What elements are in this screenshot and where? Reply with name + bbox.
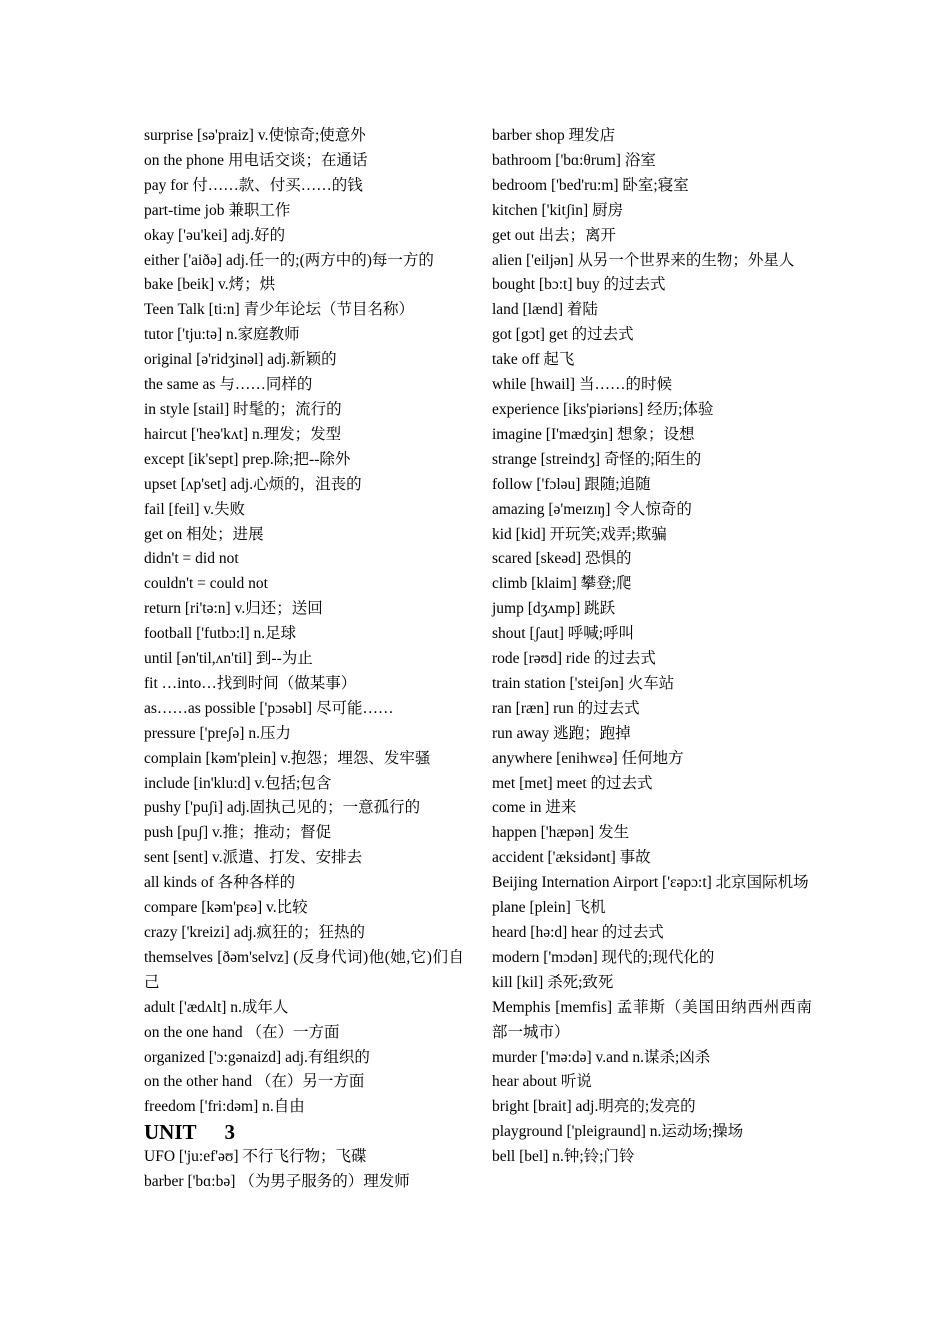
vocab-entry: push [puʃ] v.推；推动；督促 bbox=[144, 824, 332, 842]
vocab-entry: bathroom ['bɑ:θrum] 浴室 bbox=[492, 151, 656, 169]
vocab-entry: jump [dʒʌmp] 跳跃 bbox=[492, 600, 616, 618]
vocab-entry: pressure ['preʃə] n.压力 bbox=[144, 724, 291, 742]
vocab-entry: on the one hand （在）一方面 bbox=[144, 1023, 340, 1041]
left-column bbox=[144, 124, 464, 1195]
vocab-entry: follow ['fɔləu] 跟随;追随 bbox=[492, 475, 651, 493]
vocab-entry: fail [feil] v.失败 bbox=[144, 500, 245, 518]
vocab-entry: barber shop 理发店 bbox=[492, 127, 616, 144]
vocab-entry: surprise [sə'praiz] v.使惊奇;使意外 bbox=[144, 127, 366, 144]
vocab-entry: murder ['mə:də] v.and n.谋杀;凶杀 bbox=[492, 1048, 711, 1066]
vocab-entry: football ['futbɔ:l] n.足球 bbox=[144, 625, 297, 643]
vocab-entry: kill [kil] 杀死;致死 bbox=[492, 973, 614, 991]
vocab-entry: include [in'klu:d] v.包括;包含 bbox=[144, 774, 332, 792]
vocab-entry: playground ['pleigraund] n.运动场;操场 bbox=[492, 1123, 744, 1141]
vocab-entry: run away 逃跑；跑掉 bbox=[492, 724, 631, 742]
vocab-entry: freedom ['fri:dəm] n.自由 bbox=[144, 1098, 305, 1116]
vocab-entry: Beijing Internation Airport ['ɛəpɔ:t] 北京国际机场 bbox=[492, 874, 809, 892]
unit-word: UNIT bbox=[144, 1120, 197, 1145]
vocab-entry: bright [brait] adj.明亮的;发亮的 bbox=[492, 1098, 696, 1116]
vocab-entry: shout [ʃaut] 呼喊;呼叫 bbox=[492, 625, 635, 643]
vocab-entry: bedroom ['bed'ru:m] 卧室;寝室 bbox=[492, 176, 689, 194]
vocab-entry: except [ik'sept] prep.除;把--除外 bbox=[144, 450, 351, 468]
vocab-entry: the same as 与……同样的 bbox=[144, 376, 313, 394]
vocab-entry: until [ən'til,ʌn'til] 到--为止 bbox=[144, 650, 313, 668]
vocab-entry: part-time job 兼职工作 bbox=[144, 201, 291, 219]
vocab-entry: okay ['əu'kei] adj.好的 bbox=[144, 226, 286, 244]
vocab-entry: tutor ['tju:tə] n.家庭教师 bbox=[144, 326, 300, 344]
vocab-entry: complain [kəm'plein] v.抱怨；埋怨、发牢骚 bbox=[144, 749, 431, 767]
vocab-entry: sent [sent] v.派遣、打发、安排去 bbox=[144, 849, 363, 867]
vocab-entry: climb [klaim] 攀登;爬 bbox=[492, 575, 632, 593]
vocab-entry: on the other hand （在）另一方面 bbox=[144, 1073, 365, 1091]
vocab-entry: barber ['bɑ:bə] （为男子服务的）理发师 bbox=[144, 1173, 410, 1191]
vocab-entry: amazing [ə'meɪzɪŋ] 令人惊奇的 bbox=[492, 500, 692, 518]
vocab-entry: UFO ['ju:ef'əʊ] 不行飞行物；飞碟 bbox=[144, 1148, 367, 1166]
vocab-entry: heard [hə:d] hear 的过去式 bbox=[492, 924, 664, 941]
vocab-entry: ran [ræn] run 的过去式 bbox=[492, 699, 640, 717]
vocab-entry: plane [plein] 飞机 bbox=[492, 899, 606, 917]
vocab-entry: anywhere [enihwɛə] 任何地方 bbox=[492, 749, 684, 767]
vocab-entry: pay for 付……款、付买……的钱 bbox=[144, 176, 363, 194]
vocab-entry: all kinds of 各种各样的 bbox=[144, 874, 296, 892]
vocab-entry: take off 起飞 bbox=[492, 351, 575, 369]
vocab-entry: haircut ['heə'kʌt] n.理发；发型 bbox=[144, 425, 342, 443]
right-column bbox=[492, 124, 812, 1170]
vocab-entry: come in 进来 bbox=[492, 799, 577, 817]
vocab-entry: crazy ['kreizi] adj.疯狂的；狂热的 bbox=[144, 924, 366, 941]
vocab-entry: in style [stail] 时髦的；流行的 bbox=[144, 400, 342, 418]
vocab-entry: adult ['ædʌlt] n.成年人 bbox=[144, 998, 289, 1016]
vocab-entry: return [ri'tə:n] v.归还；送回 bbox=[144, 600, 323, 618]
vocab-entry: bought [bɔ:t] buy 的过去式 bbox=[492, 276, 666, 294]
vocab-entry: experience [iks'piəriəns] 经历;体验 bbox=[492, 400, 714, 418]
vocab-entry: bell [bel] n.钟;铃;门铃 bbox=[492, 1148, 635, 1166]
vocab-entry: pushy ['puʃi] adj.固执己见的；一意孤行的 bbox=[144, 799, 421, 817]
vocab-entry: bake [beik] v.烤；烘 bbox=[144, 276, 276, 294]
vocab-entry: either ['aiðə] adj.任一的;(两方中的)每一方的 bbox=[144, 251, 434, 269]
vocab-entry: alien ['eiljən] 从另一个世界来的生物；外星人 bbox=[492, 251, 795, 269]
vocab-entry: Teen Talk [ti:n] 青少年论坛（节目名称） bbox=[144, 301, 415, 319]
vocab-entry: kitchen ['kitʃin] 厨房 bbox=[492, 201, 624, 219]
vocab-entry: Memphis [memfis] 孟菲斯（美国田纳西州西南部一城市） bbox=[492, 998, 812, 1041]
vocab-entry: get out 出去；离开 bbox=[492, 226, 616, 244]
vocab-entry: as……as possible ['pɔsəbl] 尽可能…… bbox=[144, 699, 394, 717]
unit-heading bbox=[144, 1120, 464, 1145]
vocab-entry: fit …into…找到时间（做某事） bbox=[144, 674, 357, 692]
vocab-entry: while [hwail] 当……的时候 bbox=[492, 376, 672, 394]
vocab-entry: themselves [ðəm'selvz] (反身代词)他(她,它)们自己 bbox=[144, 948, 464, 991]
vocab-entry: kid [kid] 开玩笑;戏弄;欺骗 bbox=[492, 525, 667, 543]
vocab-entry: scared [skeəd] 恐惧的 bbox=[492, 550, 632, 568]
vocab-entry: got [gɔt] get 的过去式 bbox=[492, 326, 634, 344]
vocab-entry: happen ['hæpən] 发生 bbox=[492, 824, 630, 842]
vocab-entry: accident ['æksidənt] 事故 bbox=[492, 849, 651, 867]
vocab-entry: modern ['mɔdən] 现代的;现代化的 bbox=[492, 948, 715, 966]
vocab-entry: on the phone 用电话交谈；在通话 bbox=[144, 151, 368, 169]
vocab-entry: original [ə'ridʒinəl] adj.新颖的 bbox=[144, 351, 337, 369]
vocab-entry: met [met] meet 的过去式 bbox=[492, 774, 653, 792]
vocab-entry: imagine [I'mædʒin] 想象；设想 bbox=[492, 425, 695, 443]
vocab-entry: didn't = did not bbox=[144, 550, 239, 568]
vocab-entry: strange [streindʒ] 奇怪的;陌生的 bbox=[492, 450, 702, 468]
vocab-entry: get on 相处；进展 bbox=[144, 525, 264, 543]
vocab-entry: compare [kəm'pɛə] v.比较 bbox=[144, 899, 308, 917]
vocab-entry: rode [rəʊd] ride 的过去式 bbox=[492, 650, 656, 668]
vocab-entry: land [lænd] 着陆 bbox=[492, 301, 598, 319]
vocab-entry: hear about 听说 bbox=[492, 1073, 592, 1091]
unit-number: 3 bbox=[224, 1120, 236, 1145]
vocab-entry: couldn't = could not bbox=[144, 575, 268, 593]
vocab-entry: train station ['steiʃən] 火车站 bbox=[492, 674, 675, 692]
vocab-entry: upset [ʌp'set] adj.心烦的，沮丧的 bbox=[144, 475, 362, 493]
vocab-entry: organized ['ɔ:gənaizd] adj.有组织的 bbox=[144, 1048, 370, 1066]
